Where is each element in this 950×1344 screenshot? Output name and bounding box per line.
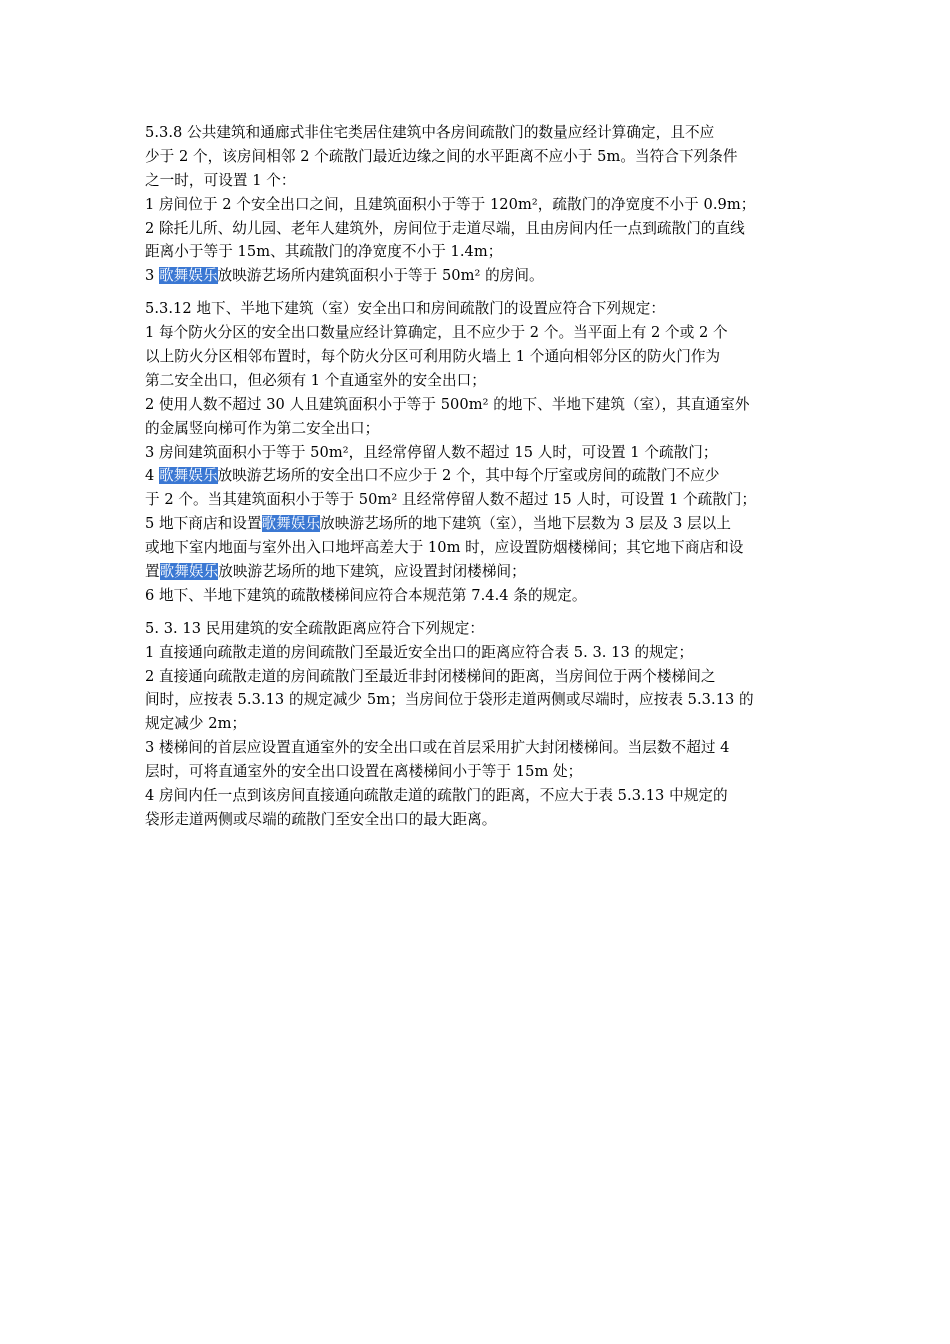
text-run: 或地下室内地面与室外出入口地坪高差大于 10m 时，应设置防烟楼梯间；其它地下商店和设: [145, 539, 744, 557]
text-run: 第二安全出口，但必须有 1 个直通室外的安全出口；: [145, 371, 486, 389]
search-highlight[interactable]: 歌舞娱乐: [261, 515, 321, 533]
text-line: [145, 369, 809, 393]
document-body: [145, 121, 809, 841]
text-run: 间时，应按表 5.3.13 的规定减少 5m；当房间位于袋形走道两侧或尽端时，应按表 5.3.13 的: [145, 691, 754, 709]
text-line: [145, 121, 809, 145]
text-line: [145, 488, 809, 512]
text-run: 放映游艺场所的地下建筑（室），当地下层数为 3 层及 3 层以上: [320, 515, 731, 533]
text-run: 4: [145, 467, 160, 485]
text-line: [145, 145, 809, 169]
text-line: [145, 169, 809, 193]
clause-section: [145, 121, 809, 288]
text-run: 置: [145, 563, 160, 581]
text-line: [145, 736, 809, 760]
search-highlight[interactable]: 歌舞娱乐: [159, 467, 218, 485]
clause-section: [145, 617, 809, 832]
text-run: 2 使用人数不超过 30 人且建筑面积小于等于 500m² 的地下、半地下建筑（室），其直通室外: [145, 395, 750, 413]
text-line: [145, 393, 809, 417]
text-run: 3: [145, 267, 160, 285]
text-run: 于 2 个。当其建筑面积小于等于 50m² 且经常停留人数不超过 15 人时，可设置 1 个疏散门；: [145, 491, 757, 509]
text-line: [145, 417, 809, 441]
text-run: 6 地下、半地下建筑的疏散楼梯间应符合本规范第 7.4.4 条的规定。: [145, 586, 587, 604]
text-line: [145, 297, 809, 321]
text-run: 1 每个防火分区的安全出口数量应经计算确定，且不应少于 2 个。当平面上有 2 个或 2 个: [145, 324, 728, 342]
text-run: 2 除托儿所、幼儿园、老年人建筑外，房间位于走道尽端，且由房间内任一点到疏散门的直线: [145, 219, 745, 237]
text-line: [145, 712, 809, 736]
text-run: 5.3.8 公共建筑和通廊式非住宅类居住建筑中各房间疏散门的数量应经计算确定，且不应: [145, 124, 715, 141]
text-run: 1 房间位于 2 个安全出口之间，且建筑面积小于等于 120m²，疏散门的净宽度不小于 0.9m；: [145, 195, 756, 213]
text-line: [145, 617, 809, 641]
text-line: [145, 688, 809, 712]
text-run: 之一时，可设置 1 个：: [145, 171, 296, 189]
text-line: [145, 345, 809, 369]
text-run: 放映游艺场所的安全出口不应少于 2 个，其中每个厅室或房间的疏散门不应少: [217, 467, 720, 485]
text-run: 4 房间内任一点到该房间直接通向疏散走道的疏散门的距离，不应大于表 5.3.13 中规定的: [145, 787, 728, 805]
text-line: [145, 321, 809, 345]
text-run: 层时，可将直通室外的安全出口设置在离楼梯间小于等于 15m 处；: [145, 763, 583, 781]
text-run: 5. 3. 13 民用建筑的安全疏散距离应符合下列规定：: [145, 619, 485, 637]
text-run: 放映游艺场所的地下建筑，应设置封闭楼梯间；: [218, 563, 526, 581]
text-line: [145, 665, 809, 689]
text-run: 1 直接通向疏散走道的房间疏散门至最近安全出口的距离应符合表 5. 3. 13 的规定；: [145, 643, 694, 661]
text-run: 的金属竖向梯可作为第二安全出口；: [145, 419, 380, 437]
text-line: [145, 560, 809, 584]
text-line: [145, 217, 809, 241]
text-line: [145, 512, 809, 536]
text-line: [145, 641, 809, 665]
text-run: 放映游艺场所内建筑面积小于等于 50m² 的房间。: [217, 267, 544, 285]
text-run: 3 楼梯间的首层应设置直通室外的安全出口或在首层采用扩大封闭楼梯间。当层数不超过 4: [145, 739, 730, 757]
text-line: [145, 784, 809, 808]
text-line: [145, 193, 809, 217]
text-line: [145, 584, 809, 608]
text-line: [145, 760, 809, 784]
text-line: [145, 464, 809, 488]
text-run: 3 房间建筑面积小于等于 50m²，且经常停留人数不超过 15 人时，可设置 1 个疏散门；: [145, 443, 718, 461]
text-run: 2 直接通向疏散走道的房间疏散门至最近非封闭楼梯间的距离，当房间位于两个楼梯间之: [145, 667, 716, 685]
text-line: [145, 441, 809, 465]
text-run: 少于 2 个，该房间相邻 2 个疏散门最近边缘之间的水平距离不应小于 5m。当符合下列条件: [145, 147, 738, 165]
text-run: 5 地下商店和设置: [145, 515, 262, 533]
text-line: [145, 808, 809, 832]
text-run: 5.3.12 地下、半地下建筑（室）安全出口和房间疏散门的设置应符合下列规定：: [145, 300, 666, 318]
clause-section: [145, 297, 809, 608]
text-line: [145, 264, 809, 288]
text-line: [145, 240, 809, 264]
text-run: 规定减少 2m；: [145, 715, 247, 733]
search-highlight[interactable]: 歌舞娱乐: [159, 563, 219, 581]
text-line: [145, 536, 809, 560]
search-highlight[interactable]: 歌舞娱乐: [159, 267, 218, 285]
text-run: 袋形走道两侧或尽端的疏散门至安全出口的最大距离。: [145, 810, 497, 828]
text-run: 距离小于等于 15m、其疏散门的净宽度不小于 1.4m；: [145, 243, 503, 261]
text-run: 以上防火分区相邻布置时，每个防火分区可利用防火墙上 1 个通向相邻分区的防火门作为: [145, 348, 721, 366]
